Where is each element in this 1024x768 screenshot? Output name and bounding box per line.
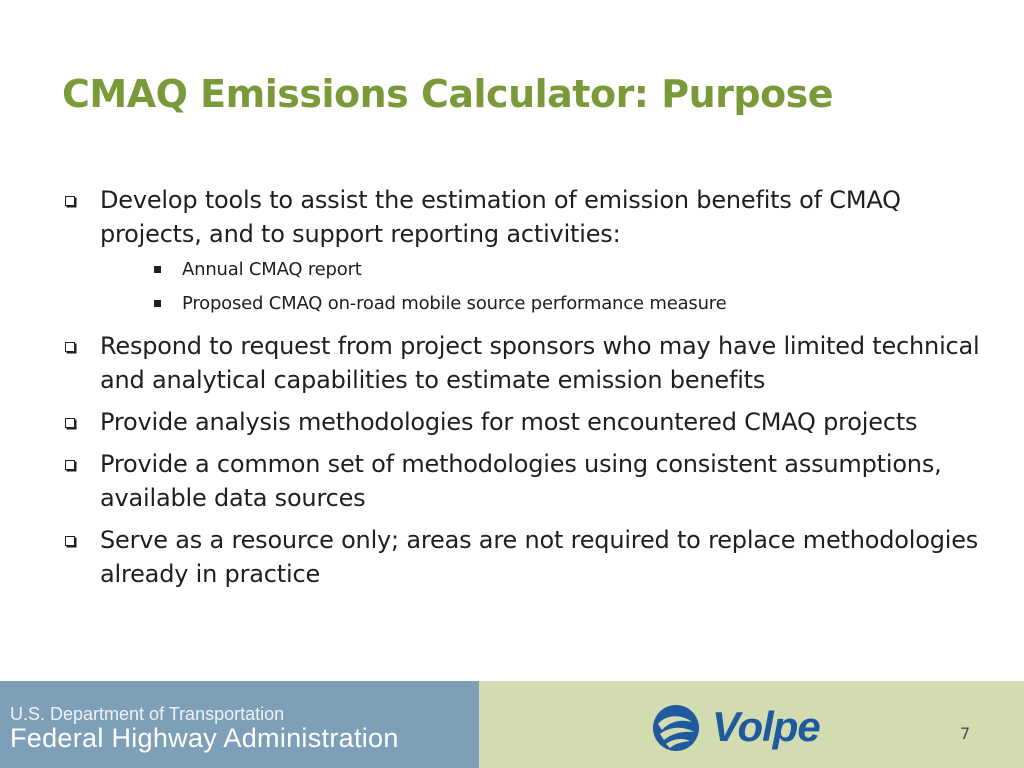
volpe-logo: Volpe [712,703,820,750]
bullet-item [62,329,982,397]
bullet-text: Respond to request from project sponsors who may have limited technical and analytical capabilities to estimate emission benefits [100,332,980,394]
checkbox-bullet-icon [65,460,75,470]
page-number: 7 [960,724,971,743]
checkbox-bullet-icon [65,342,75,352]
sub-bullet-item [100,253,982,287]
bullet-item [62,523,982,591]
checkbox-bullet-icon [65,418,75,428]
bullet-list [62,183,982,599]
slide-title: CMAQ Emissions Calculator: Purpose [62,72,834,116]
bullet-text: Provide analysis methodologies for most encountered CMAQ projects [100,408,918,436]
checkbox-bullet-icon [65,196,75,206]
volpe-swirl-icon [652,704,700,752]
agency-name: Federal Highway Administration [10,723,399,753]
checkbox-bullet-icon [65,536,75,546]
bullet-text: Provide a common set of methodologies using consistent assumptions, available data sources [100,450,942,512]
sub-bullet-item [100,287,982,321]
bullet-text: Develop tools to assist the estimation of emission benefits of CMAQ projects, and to support reporting activities: [100,186,901,248]
sub-bullet-text: Annual CMAQ report [182,259,362,280]
sub-bullet-list [100,253,982,321]
bullet-item [62,183,982,321]
bullet-item [62,405,982,439]
agency-department: U.S. Department of Transportation [10,704,285,724]
bullet-text: Serve as a resource only; areas are not required to replace methodologies already in practice [100,526,979,588]
sub-bullet-text: Proposed CMAQ on-road mobile source performance measure [182,293,727,314]
bullet-item [62,447,982,515]
square-bullet-icon [154,266,161,273]
square-bullet-icon [154,300,161,307]
